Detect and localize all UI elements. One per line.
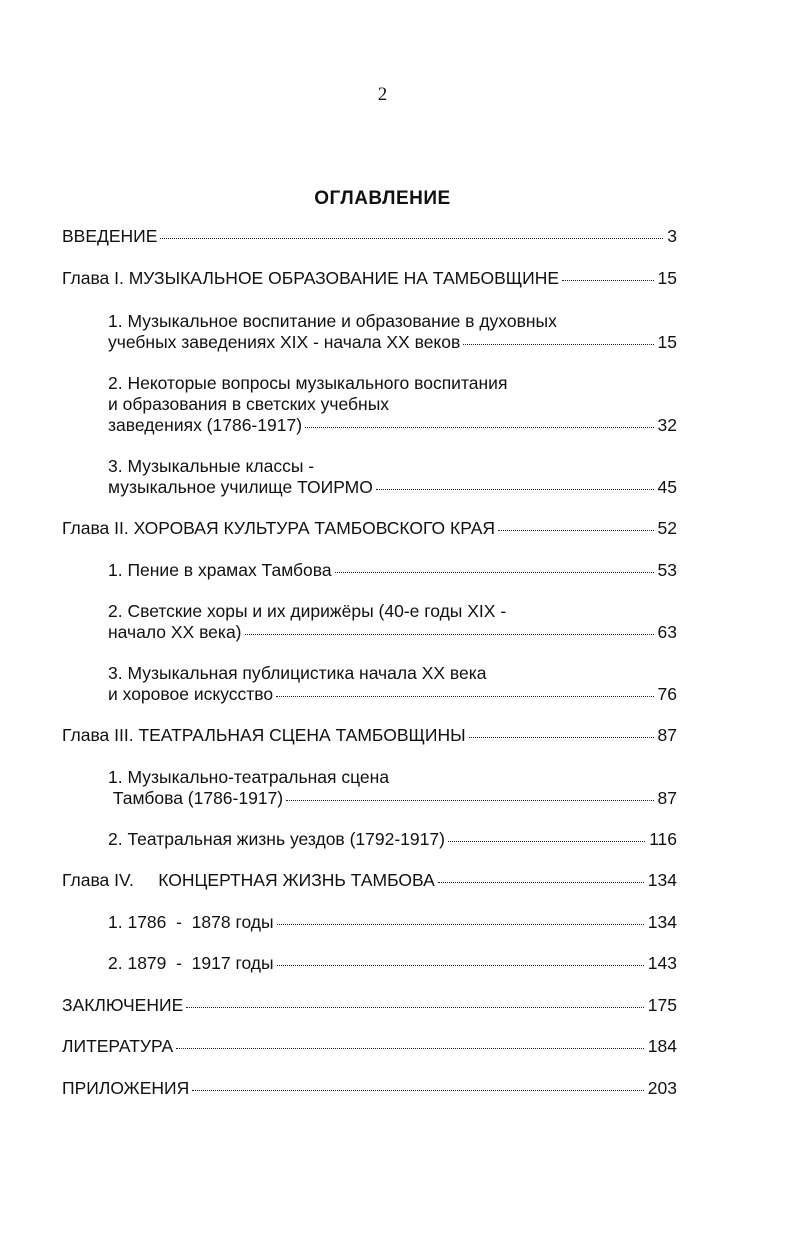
leader-dots [438, 882, 644, 883]
toc-entry-chapter-3-section-2[interactable] [108, 829, 677, 850]
entry-page: 52 [657, 518, 677, 538]
entry-page: 134 [647, 912, 677, 932]
toc-entry-chapter-2-section-2[interactable] [108, 601, 677, 643]
toc-entry-appendices[interactable] [62, 1078, 677, 1099]
toc-entry-chapter-3-section-1[interactable] [108, 767, 677, 809]
leader-dots [245, 634, 654, 635]
entry-page: 45 [657, 477, 677, 497]
leader-dots [277, 965, 644, 966]
entry-title-line: 3. Музыкальная публицистика начала XX века [108, 663, 487, 683]
leader-dots [335, 572, 654, 573]
entry-page: 203 [647, 1078, 677, 1098]
toc-entry-chapter-4[interactable] [62, 870, 677, 891]
toc-entry-chapter-3[interactable] [62, 725, 677, 746]
entry-title-line: 3. Музыкальные классы - [108, 456, 315, 476]
toc-entry-conclusion[interactable] [62, 995, 677, 1016]
entry-title: 2. 1879 - 1917 годы [108, 953, 274, 973]
entry-page: 175 [647, 995, 677, 1015]
leader-dots [276, 696, 653, 697]
entry-title-line: 1. Музыкальное воспитание и образование в духовных [108, 311, 557, 331]
leader-dots [562, 280, 653, 281]
entry-page: 134 [647, 870, 677, 890]
entry-title: 1. 1786 - 1878 годы [108, 912, 274, 932]
leader-dots [176, 1048, 644, 1049]
entry-title-line: 2. Светские хоры и их дирижёры (40-е годы XIX - [108, 601, 507, 621]
toc-entry-chapter-4-section-2[interactable] [108, 953, 677, 974]
leader-dots [498, 530, 654, 531]
toc-entry-chapter-4-section-1[interactable] [108, 912, 677, 933]
toc-entry-literature[interactable] [62, 1036, 677, 1057]
entry-title: Тамбова (1786-1917) [108, 788, 284, 808]
toc-entry-introduction[interactable] [62, 226, 677, 247]
entry-title: ВВЕДЕНИЕ [62, 226, 158, 246]
toc-entry-chapter-1[interactable] [62, 268, 677, 289]
toc-entry-chapter-1-section-1[interactable] [108, 311, 677, 353]
entry-title: заведениях (1786-1917) [108, 415, 303, 435]
leader-dots [376, 489, 654, 490]
leader-dots [469, 737, 654, 738]
leader-dots [192, 1090, 644, 1091]
entry-page: 32 [657, 415, 677, 435]
entry-title: музыкальное училище ТОИРМО [108, 477, 373, 497]
entry-page: 87 [657, 788, 677, 808]
entry-page: 116 [649, 829, 677, 849]
entry-title: ЛИТЕРАТУРА [62, 1036, 174, 1056]
toc-entry-chapter-2-section-3[interactable] [108, 663, 677, 705]
toc-title: ОГЛАВЛЕНИЕ [314, 188, 451, 209]
leader-dots [286, 800, 653, 801]
entry-title-line: 1. Музыкально-театральная сцена [108, 767, 390, 787]
leader-dots [186, 1007, 644, 1008]
entry-title: Глава III. ТЕАТРАЛЬНАЯ СЦЕНА ТАМБОВЩИНЫ [62, 725, 466, 745]
entry-title: ПРИЛОЖЕНИЯ [62, 1078, 190, 1098]
toc-entry-chapter-1-section-2[interactable] [108, 373, 677, 436]
entry-page: 76 [657, 684, 677, 704]
entry-page: 87 [657, 725, 677, 745]
entry-title: 2. Театральная жизнь уездов (1792-1917) [108, 829, 445, 849]
entry-page: 184 [647, 1036, 677, 1056]
toc-entry-chapter-1-section-3[interactable] [108, 456, 677, 498]
toc-entry-chapter-2-section-1[interactable] [108, 560, 677, 581]
entry-title: начало XX века) [108, 622, 242, 642]
leader-dots [305, 427, 654, 428]
entry-title: Глава IV. КОНЦЕРТНАЯ ЖИЗНЬ ТАМБОВА [62, 870, 435, 890]
entry-title: 1. Пение в храмах Тамбова [108, 560, 332, 580]
entry-page: 143 [647, 953, 677, 973]
leader-dots [463, 344, 653, 345]
page-number: 2 [377, 84, 388, 105]
leader-dots [160, 238, 663, 239]
entry-page: 15 [657, 268, 677, 288]
entry-page: 3 [667, 226, 677, 246]
entry-title-line: 2. Некоторые вопросы музыкального воспитания [108, 373, 508, 393]
entry-title: учебных заведениях XIX - начала XX веков [108, 332, 461, 352]
entry-title-line: и образования в светских учебных [108, 394, 390, 414]
leader-dots [448, 841, 645, 842]
entry-page: 15 [657, 332, 677, 352]
entry-page: 53 [657, 560, 677, 580]
entry-page: 63 [657, 622, 677, 642]
leader-dots [277, 924, 644, 925]
entry-title: ЗАКЛЮЧЕНИЕ [62, 995, 184, 1015]
entry-title: Глава II. ХОРОВАЯ КУЛЬТУРА ТАМБОВСКОГО КРАЯ [62, 518, 496, 538]
toc-entry-chapter-2[interactable] [62, 518, 677, 539]
entry-title: и хоровое искусство [108, 684, 274, 704]
entry-title: Глава I. МУЗЫКАЛЬНОЕ ОБРАЗОВАНИЕ НА ТАМБОВЩИНЕ [62, 268, 560, 288]
